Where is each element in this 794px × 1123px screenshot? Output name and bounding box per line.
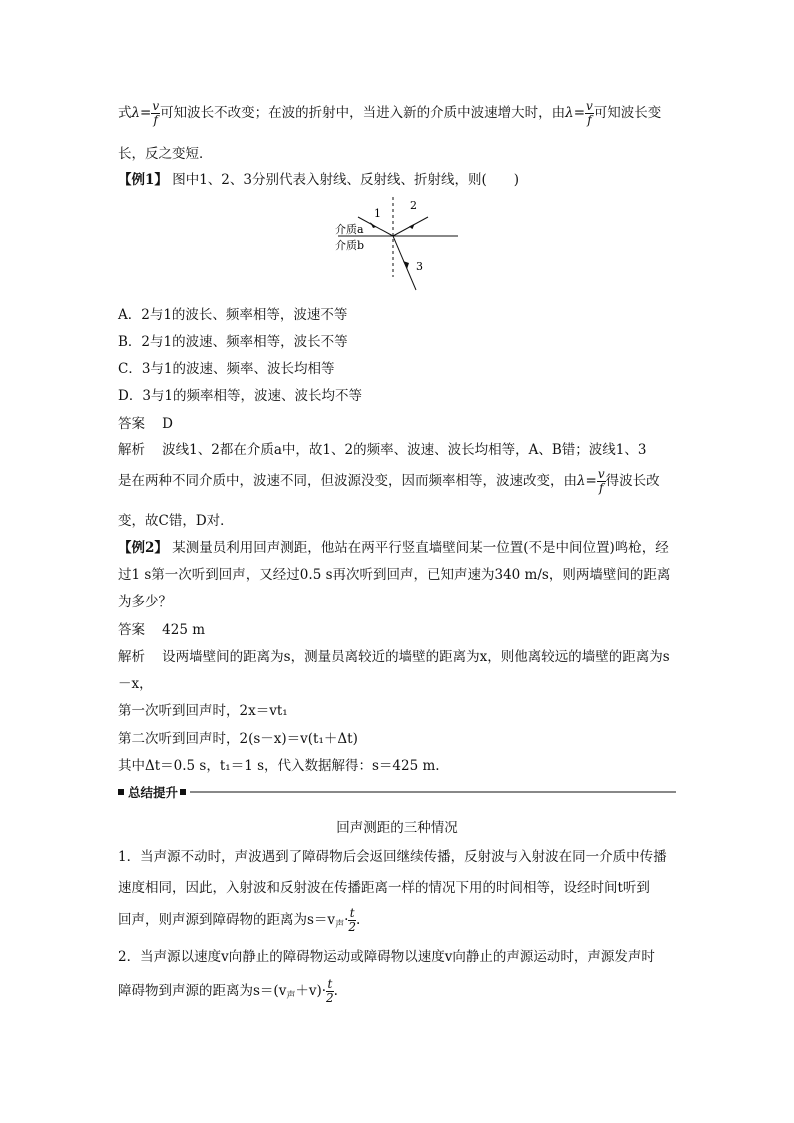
analysis-text-2a: 是在两种不同介质中，波速不同，但波源没变，因而频率相等，波速改变，由 bbox=[118, 473, 577, 489]
analysis2-text-1: 设两墙壁间的距离为s，测量员离较近的墙壁的距离为x，则他离较远的墙壁的距离为s bbox=[162, 649, 670, 665]
ray-label-2: 2 bbox=[410, 199, 417, 212]
incident-arrow bbox=[370, 222, 376, 228]
example2-question-1 bbox=[118, 536, 669, 556]
refraction-figure bbox=[330, 195, 470, 295]
summary-bullet-right bbox=[180, 789, 186, 795]
lambda-eq: λ= bbox=[131, 105, 152, 121]
summary-p1-l1: 1．当声源不动时，声波遇到了障碍物后会返回继续传播，反射波与入射波在同一介质中传播 bbox=[118, 849, 667, 865]
p2-mid: ＋v)· bbox=[295, 983, 327, 999]
p1-sub: 声 bbox=[335, 920, 345, 930]
example2-question-3: 为多少？ bbox=[118, 594, 172, 610]
example1-tag: 【例1】 bbox=[118, 172, 168, 188]
fraction-v-over-f: $\frac{v}{f}$ bbox=[152, 99, 160, 127]
medium-a-label: 介质a bbox=[335, 223, 364, 236]
intro-text-a: 式 bbox=[118, 105, 132, 121]
p1-end: . bbox=[356, 912, 361, 928]
example2-question-2: 过1 s第一次听到回声，又经过0.5 s再次听到回声，已知声速为340 m/s，则两墙壁间的距离 bbox=[118, 567, 671, 583]
summary-header: 总结提升 bbox=[128, 785, 179, 800]
fraction-v-over-f-2: $\frac{v}{f}$ bbox=[586, 99, 593, 127]
option-d: D．3与1的频率相等，波速、波长均不等 bbox=[118, 388, 363, 404]
example2-q-text-1: 某测量员利用回声测距，他站在两平行竖直墙壁间某一位置(不是中间位置)鸣枪，经 bbox=[172, 540, 669, 556]
lambda-eq-2: λ= bbox=[565, 105, 586, 121]
example2-answer bbox=[118, 618, 205, 638]
option-c: C．3与1的波速、频率、波长均相等 bbox=[118, 361, 335, 377]
ray-label-1: 1 bbox=[374, 207, 381, 220]
example1-analysis-1 bbox=[118, 438, 646, 458]
example1-answer bbox=[118, 412, 173, 432]
intro-text-e: 可知波长变 bbox=[593, 105, 662, 121]
refracted-arrow bbox=[403, 261, 409, 269]
summary-title: 回声测距的三种情况 bbox=[336, 820, 458, 836]
example1-question-text: 图中1、2、3分别代表入射线、反射线、折射线，则( ) bbox=[172, 172, 520, 188]
analysis-lambda: λ= bbox=[577, 473, 597, 489]
example1-analysis-3: 变，故C错，D对． bbox=[118, 513, 234, 529]
option-a: A．2与1的波长、频率相等，波速不等 bbox=[118, 307, 348, 323]
answer-value: D bbox=[162, 416, 173, 432]
summary-bullet-left bbox=[118, 789, 124, 795]
summary-p2-l2 bbox=[118, 978, 338, 1005]
p1-dot: · bbox=[344, 912, 349, 928]
intro-line-2: 长，反之变短． bbox=[118, 146, 213, 162]
answer-label: 答案 bbox=[118, 416, 145, 432]
example2-analysis-3: 第一次听到回声时，2x＝vt₁ bbox=[118, 703, 288, 719]
p1-fraction: $\frac{t}{2}$ bbox=[348, 906, 357, 934]
example1-question bbox=[118, 168, 519, 188]
example2-analysis-1 bbox=[118, 645, 670, 665]
analysis-label: 解析 bbox=[118, 442, 145, 458]
option-b: B．2与1的波速、频率相等，波长不等 bbox=[118, 334, 348, 350]
answer-label-2: 答案 bbox=[118, 622, 145, 638]
p2-sub: 声 bbox=[286, 991, 296, 1001]
summary-p1-l3 bbox=[118, 907, 360, 934]
example2-tag: 【例2】 bbox=[118, 540, 168, 556]
example2-analysis-2: －x， bbox=[118, 676, 153, 692]
analysis-text-2c: 得波长改 bbox=[605, 473, 660, 489]
analysis-fraction: $\frac{v}{f}$ bbox=[597, 467, 605, 495]
answer-value-2: 425 m bbox=[162, 622, 206, 638]
summary-p2-l1: 2．当声源以速度v向静止的障碍物运动或障碍物以速度v向静止的声源运动时，声源发声时 bbox=[118, 949, 655, 965]
p2-l2-text: 障碍物到声源的距离为s＝(v bbox=[118, 983, 287, 999]
intro-text-c: 可知波长不改变；在波的折射中，当进入新的介质中波速增大时，由 bbox=[160, 105, 566, 121]
analysis-label-2: 解析 bbox=[118, 649, 145, 665]
example2-analysis-5: 其中Δt＝0.5 s，t₁＝1 s，代入数据解得：s＝425 m. bbox=[118, 758, 440, 774]
ray-label-3: 3 bbox=[416, 260, 423, 273]
p2-fraction: $\frac{t}{2}$ bbox=[326, 977, 334, 1005]
analysis-text: 波线1、2都在介质a中，故1、2的频率、波速、波长均相等，A、B错；波线1、3 bbox=[162, 442, 647, 458]
p1-l3-text: 回声，则声源到障碍物的距离为s＝v bbox=[118, 912, 336, 928]
p2-end: . bbox=[333, 983, 338, 999]
summary-p1-l2: 速度相同，因此，入射波和反射波在传播距离一样的情况下用的时间相等，设经时间t听到 bbox=[118, 880, 650, 896]
intro-line-1 bbox=[118, 100, 661, 127]
medium-b-label: 介质b bbox=[335, 239, 365, 252]
example2-analysis-4: 第二次听到回声时，2(s－x)＝v(t₁＋Δt) bbox=[118, 731, 358, 747]
summary-divider bbox=[118, 786, 678, 798]
example1-analysis-2 bbox=[118, 468, 660, 495]
